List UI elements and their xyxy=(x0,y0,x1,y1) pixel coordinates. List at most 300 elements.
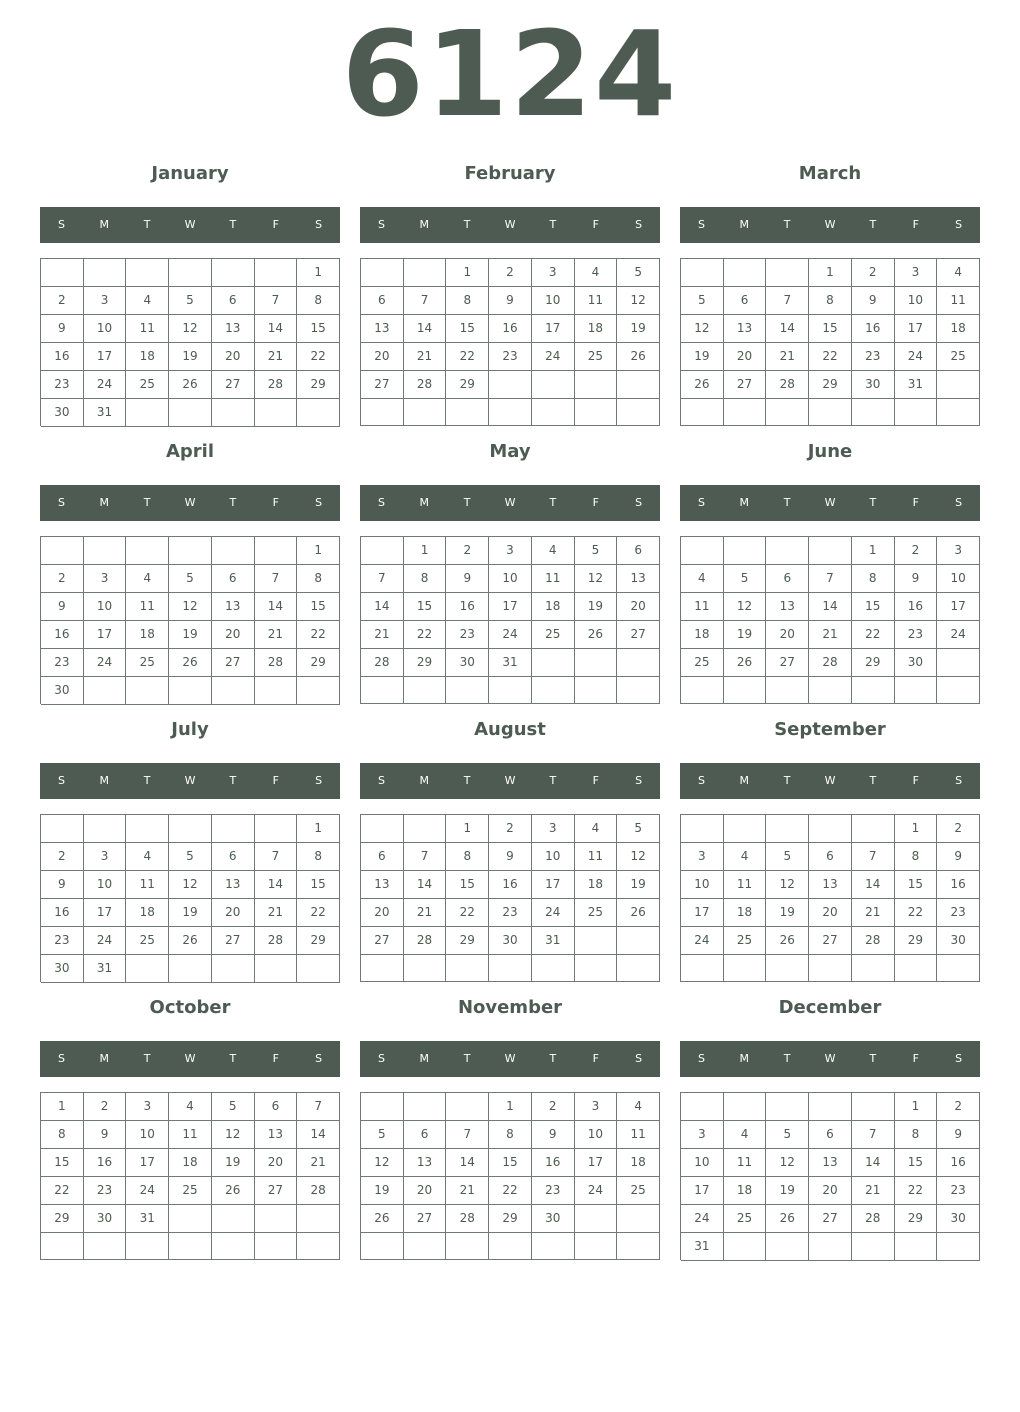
empty-day-cell xyxy=(297,1205,340,1233)
day-cell: 23 xyxy=(446,621,489,649)
day-cell: 18 xyxy=(617,1149,660,1177)
weekday-label: T xyxy=(783,774,791,787)
day-cell: 28 xyxy=(446,1205,489,1233)
empty-day-cell xyxy=(446,955,489,982)
day-cell: 10 xyxy=(84,871,127,899)
weekday-label: S xyxy=(377,218,385,231)
day-cell: 3 xyxy=(126,1093,169,1121)
day-cell: 27 xyxy=(361,371,404,399)
empty-day-cell xyxy=(937,1233,980,1261)
day-cell: 24 xyxy=(575,1177,618,1205)
day-cell: 20 xyxy=(766,621,809,649)
empty-day-cell xyxy=(575,955,618,982)
day-cell: 24 xyxy=(681,927,724,955)
day-cell: 1 xyxy=(489,1093,532,1121)
day-cell: 17 xyxy=(532,315,575,343)
empty-day-cell xyxy=(617,371,660,399)
day-cell: 1 xyxy=(895,1093,938,1121)
empty-day-cell xyxy=(446,399,489,426)
day-cell: 27 xyxy=(724,371,767,399)
empty-day-cell xyxy=(126,259,169,287)
day-cell: 30 xyxy=(895,649,938,677)
weekday-label: W xyxy=(824,1052,836,1065)
weekday-header xyxy=(360,485,660,521)
weekday-label: T xyxy=(229,774,237,787)
day-cell: 5 xyxy=(766,1121,809,1149)
empty-day-cell xyxy=(297,1233,340,1260)
weekday-label: T xyxy=(143,774,151,787)
weekday-label: S xyxy=(697,1052,705,1065)
weekday-header xyxy=(360,763,660,799)
empty-day-cell xyxy=(617,1205,660,1233)
day-cell: 26 xyxy=(361,1205,404,1233)
day-cell: 12 xyxy=(169,871,212,899)
day-cell: 22 xyxy=(895,899,938,927)
day-cell: 22 xyxy=(41,1177,84,1205)
weekday-label: W xyxy=(184,774,196,787)
empty-day-cell xyxy=(724,677,767,704)
day-grid xyxy=(680,258,980,426)
day-cell: 24 xyxy=(489,621,532,649)
day-cell: 21 xyxy=(255,343,298,371)
empty-day-cell xyxy=(404,259,447,287)
day-cell: 7 xyxy=(297,1093,340,1121)
day-cell: 28 xyxy=(404,371,447,399)
day-cell: 7 xyxy=(255,565,298,593)
empty-day-cell xyxy=(617,677,660,704)
empty-day-cell xyxy=(169,1233,212,1260)
day-cell: 16 xyxy=(489,315,532,343)
empty-day-cell xyxy=(809,1233,852,1261)
day-cell: 10 xyxy=(489,565,532,593)
day-cell: 20 xyxy=(212,343,255,371)
weekday-label: S xyxy=(955,218,963,231)
day-cell: 22 xyxy=(489,1177,532,1205)
day-cell: 25 xyxy=(169,1177,212,1205)
weekday-header xyxy=(360,1041,660,1077)
day-cell: 7 xyxy=(852,843,895,871)
day-cell: 6 xyxy=(255,1093,298,1121)
weekday-label: T xyxy=(463,496,471,509)
day-cell: 26 xyxy=(766,927,809,955)
empty-day-cell xyxy=(361,1233,404,1260)
day-cell: 8 xyxy=(895,843,938,871)
day-cell: 16 xyxy=(489,871,532,899)
day-cell: 2 xyxy=(532,1093,575,1121)
day-cell: 3 xyxy=(84,287,127,315)
day-cell: 17 xyxy=(532,871,575,899)
empty-day-cell xyxy=(852,815,895,843)
weekday-label: F xyxy=(272,218,279,231)
month-title: June xyxy=(807,441,853,462)
day-cell: 23 xyxy=(489,899,532,927)
empty-day-cell xyxy=(361,537,404,565)
day-cell: 11 xyxy=(575,287,618,315)
weekday-label: S xyxy=(377,1052,385,1065)
day-cell: 24 xyxy=(532,343,575,371)
month-october xyxy=(40,990,340,1268)
empty-day-cell xyxy=(297,955,340,983)
day-cell: 14 xyxy=(404,315,447,343)
weekday-label: M xyxy=(99,496,110,509)
empty-day-cell xyxy=(724,399,767,426)
day-cell: 9 xyxy=(937,1121,980,1149)
day-cell: 16 xyxy=(532,1149,575,1177)
empty-day-cell xyxy=(532,1233,575,1260)
day-cell: 26 xyxy=(766,1205,809,1233)
day-cell: 17 xyxy=(126,1149,169,1177)
day-cell: 9 xyxy=(895,565,938,593)
empty-day-cell xyxy=(169,537,212,565)
weekday-label: M xyxy=(99,1052,110,1065)
day-cell: 9 xyxy=(446,565,489,593)
day-cell: 1 xyxy=(297,815,340,843)
day-cell: 26 xyxy=(617,899,660,927)
empty-day-cell xyxy=(255,677,298,705)
day-cell: 15 xyxy=(446,315,489,343)
weekday-label: M xyxy=(419,774,430,787)
weekday-label: W xyxy=(824,218,836,231)
day-cell: 25 xyxy=(126,649,169,677)
day-cell: 4 xyxy=(724,1121,767,1149)
empty-day-cell xyxy=(169,677,212,705)
day-cell: 29 xyxy=(852,649,895,677)
day-cell: 3 xyxy=(532,815,575,843)
day-cell: 31 xyxy=(895,371,938,399)
empty-day-cell xyxy=(617,1233,660,1260)
weekday-label: S xyxy=(697,218,705,231)
day-cell: 12 xyxy=(724,593,767,621)
weekday-label: S xyxy=(955,496,963,509)
empty-day-cell xyxy=(361,815,404,843)
weekday-label: W xyxy=(504,496,516,509)
day-cell: 13 xyxy=(809,871,852,899)
day-cell: 22 xyxy=(895,1177,938,1205)
day-cell: 21 xyxy=(852,1177,895,1205)
day-cell: 17 xyxy=(895,315,938,343)
month-title: March xyxy=(798,163,862,184)
day-cell: 11 xyxy=(681,593,724,621)
day-cell: 25 xyxy=(575,899,618,927)
day-cell: 12 xyxy=(766,1149,809,1177)
empty-day-cell xyxy=(681,677,724,704)
weekday-label: T xyxy=(869,774,877,787)
day-cell: 8 xyxy=(297,565,340,593)
weekday-label: T xyxy=(869,218,877,231)
weekday-label: T xyxy=(229,218,237,231)
day-cell: 30 xyxy=(84,1205,127,1233)
weekday-label: F xyxy=(592,496,599,509)
day-cell: 22 xyxy=(404,621,447,649)
day-cell: 3 xyxy=(895,259,938,287)
day-cell: 14 xyxy=(766,315,809,343)
month-title: November xyxy=(457,997,563,1018)
day-cell: 15 xyxy=(404,593,447,621)
day-cell: 19 xyxy=(575,593,618,621)
day-cell: 29 xyxy=(446,927,489,955)
empty-day-cell xyxy=(255,1233,298,1260)
day-cell: 15 xyxy=(297,315,340,343)
weekday-header xyxy=(360,207,660,243)
day-cell: 6 xyxy=(212,287,255,315)
day-cell: 5 xyxy=(169,843,212,871)
day-cell: 11 xyxy=(724,871,767,899)
day-cell: 14 xyxy=(809,593,852,621)
day-cell: 2 xyxy=(41,843,84,871)
day-cell: 8 xyxy=(404,565,447,593)
weekday-label: T xyxy=(783,1052,791,1065)
day-cell: 15 xyxy=(297,871,340,899)
day-cell: 11 xyxy=(937,287,980,315)
day-cell: 5 xyxy=(724,565,767,593)
day-cell: 30 xyxy=(852,371,895,399)
empty-day-cell xyxy=(84,537,127,565)
empty-day-cell xyxy=(809,677,852,704)
day-cell: 6 xyxy=(361,287,404,315)
empty-day-cell xyxy=(766,955,809,982)
day-cell: 20 xyxy=(724,343,767,371)
day-cell: 19 xyxy=(617,315,660,343)
day-cell: 22 xyxy=(297,899,340,927)
day-cell: 17 xyxy=(937,593,980,621)
weekday-label: W xyxy=(504,218,516,231)
day-cell: 16 xyxy=(84,1149,127,1177)
empty-day-cell xyxy=(361,677,404,704)
day-cell: 24 xyxy=(895,343,938,371)
day-cell: 19 xyxy=(617,871,660,899)
day-cell: 15 xyxy=(297,593,340,621)
day-cell: 27 xyxy=(255,1177,298,1205)
day-cell: 14 xyxy=(446,1149,489,1177)
day-cell: 14 xyxy=(297,1121,340,1149)
weekday-header xyxy=(680,1041,980,1077)
weekday-label: T xyxy=(229,496,237,509)
day-cell: 21 xyxy=(809,621,852,649)
empty-day-cell xyxy=(404,1093,447,1121)
weekday-label: F xyxy=(592,218,599,231)
day-cell: 7 xyxy=(766,287,809,315)
day-cell: 18 xyxy=(724,899,767,927)
empty-day-cell xyxy=(852,955,895,982)
day-cell: 29 xyxy=(297,649,340,677)
day-cell: 13 xyxy=(724,315,767,343)
day-cell: 10 xyxy=(895,287,938,315)
day-cell: 23 xyxy=(84,1177,127,1205)
weekday-label: F xyxy=(592,774,599,787)
weekday-label: S xyxy=(635,496,643,509)
empty-day-cell xyxy=(255,537,298,565)
month-title: January xyxy=(151,163,229,184)
day-cell: 25 xyxy=(126,927,169,955)
day-cell: 5 xyxy=(617,259,660,287)
day-cell: 27 xyxy=(617,621,660,649)
day-cell: 25 xyxy=(575,343,618,371)
weekday-header xyxy=(680,207,980,243)
day-cell: 16 xyxy=(41,899,84,927)
day-cell: 21 xyxy=(766,343,809,371)
empty-day-cell xyxy=(255,259,298,287)
day-cell: 4 xyxy=(126,287,169,315)
day-cell: 1 xyxy=(41,1093,84,1121)
day-cell: 9 xyxy=(489,287,532,315)
day-cell: 15 xyxy=(489,1149,532,1177)
weekday-label: W xyxy=(504,774,516,787)
day-cell: 15 xyxy=(41,1149,84,1177)
weekday-label: T xyxy=(869,1052,877,1065)
day-cell: 13 xyxy=(361,871,404,899)
empty-day-cell xyxy=(361,1093,404,1121)
day-cell: 7 xyxy=(255,287,298,315)
day-cell: 27 xyxy=(809,927,852,955)
day-cell: 31 xyxy=(84,955,127,983)
empty-day-cell xyxy=(895,955,938,982)
day-cell: 26 xyxy=(212,1177,255,1205)
month-title: July xyxy=(171,719,209,740)
empty-day-cell xyxy=(84,677,127,705)
weekday-label: F xyxy=(272,774,279,787)
day-cell: 28 xyxy=(809,649,852,677)
weekday-label: S xyxy=(955,774,963,787)
empty-day-cell xyxy=(681,259,724,287)
day-cell: 5 xyxy=(766,843,809,871)
weekday-header xyxy=(40,1041,340,1077)
day-cell: 28 xyxy=(297,1177,340,1205)
empty-day-cell xyxy=(895,677,938,704)
day-cell: 11 xyxy=(575,843,618,871)
weekday-label: M xyxy=(739,496,750,509)
day-cell: 14 xyxy=(852,1149,895,1177)
day-cell: 19 xyxy=(169,621,212,649)
day-cell: 3 xyxy=(575,1093,618,1121)
day-cell: 17 xyxy=(84,899,127,927)
empty-day-cell xyxy=(809,1093,852,1121)
day-cell: 20 xyxy=(255,1149,298,1177)
day-cell: 16 xyxy=(41,343,84,371)
day-cell: 11 xyxy=(724,1149,767,1177)
day-cell: 26 xyxy=(575,621,618,649)
calendar-year: 6124 xyxy=(341,5,679,143)
day-cell: 21 xyxy=(255,621,298,649)
day-cell: 23 xyxy=(895,621,938,649)
day-grid xyxy=(40,1092,340,1260)
month-may xyxy=(360,434,660,712)
weekday-label: T xyxy=(229,1052,237,1065)
day-cell: 25 xyxy=(937,343,980,371)
month-title: December xyxy=(778,997,882,1018)
day-cell: 22 xyxy=(297,621,340,649)
day-cell: 18 xyxy=(126,343,169,371)
empty-day-cell xyxy=(724,815,767,843)
day-cell: 10 xyxy=(84,593,127,621)
day-cell: 14 xyxy=(255,315,298,343)
empty-day-cell xyxy=(532,649,575,677)
day-cell: 11 xyxy=(532,565,575,593)
weekday-header xyxy=(40,485,340,521)
month-june xyxy=(680,434,980,712)
empty-day-cell xyxy=(489,371,532,399)
weekday-label: S xyxy=(635,1052,643,1065)
empty-day-cell xyxy=(404,955,447,982)
day-cell: 9 xyxy=(41,871,84,899)
day-cell: 1 xyxy=(809,259,852,287)
weekday-label: W xyxy=(824,496,836,509)
weekday-label: S xyxy=(315,1052,323,1065)
empty-day-cell xyxy=(84,815,127,843)
weekday-label: M xyxy=(419,1052,430,1065)
day-cell: 26 xyxy=(724,649,767,677)
day-cell: 23 xyxy=(532,1177,575,1205)
day-cell: 6 xyxy=(212,843,255,871)
day-cell: 4 xyxy=(724,843,767,871)
day-cell: 15 xyxy=(895,1149,938,1177)
empty-day-cell xyxy=(41,1233,84,1260)
day-cell: 12 xyxy=(361,1149,404,1177)
weekday-label: T xyxy=(783,496,791,509)
day-cell: 29 xyxy=(446,371,489,399)
weekday-label: S xyxy=(635,774,643,787)
empty-day-cell xyxy=(446,677,489,704)
day-cell: 31 xyxy=(681,1233,724,1261)
day-cell: 20 xyxy=(404,1177,447,1205)
day-cell: 8 xyxy=(41,1121,84,1149)
empty-day-cell xyxy=(937,649,980,677)
day-cell: 10 xyxy=(532,843,575,871)
empty-day-cell xyxy=(937,371,980,399)
empty-day-cell xyxy=(766,1233,809,1261)
day-cell: 5 xyxy=(212,1093,255,1121)
empty-day-cell xyxy=(575,399,618,426)
empty-day-cell xyxy=(766,677,809,704)
day-cell: 21 xyxy=(361,621,404,649)
day-cell: 29 xyxy=(895,1205,938,1233)
month-title: October xyxy=(149,997,231,1018)
day-cell: 9 xyxy=(41,315,84,343)
day-cell: 30 xyxy=(532,1205,575,1233)
day-cell: 25 xyxy=(126,371,169,399)
day-cell: 29 xyxy=(489,1205,532,1233)
empty-day-cell xyxy=(724,259,767,287)
day-cell: 1 xyxy=(895,815,938,843)
month-title: May xyxy=(489,441,531,462)
day-cell: 3 xyxy=(937,537,980,565)
empty-day-cell xyxy=(126,815,169,843)
empty-day-cell xyxy=(255,399,298,427)
empty-day-cell xyxy=(446,1233,489,1260)
day-cell: 4 xyxy=(126,565,169,593)
empty-day-cell xyxy=(575,371,618,399)
day-cell: 22 xyxy=(852,621,895,649)
empty-day-cell xyxy=(724,537,767,565)
day-grid xyxy=(680,1092,980,1260)
day-cell: 6 xyxy=(724,287,767,315)
day-cell: 4 xyxy=(126,843,169,871)
day-cell: 5 xyxy=(617,815,660,843)
weekday-label: S xyxy=(315,774,323,787)
day-cell: 7 xyxy=(446,1121,489,1149)
day-cell: 10 xyxy=(681,871,724,899)
day-cell: 26 xyxy=(169,927,212,955)
empty-day-cell xyxy=(937,955,980,982)
day-cell: 3 xyxy=(681,843,724,871)
day-cell: 13 xyxy=(255,1121,298,1149)
day-cell: 21 xyxy=(404,343,447,371)
empty-day-cell xyxy=(575,1205,618,1233)
empty-day-cell xyxy=(809,537,852,565)
day-cell: 29 xyxy=(41,1205,84,1233)
weekday-label: M xyxy=(739,774,750,787)
day-cell: 7 xyxy=(404,287,447,315)
empty-day-cell xyxy=(126,537,169,565)
